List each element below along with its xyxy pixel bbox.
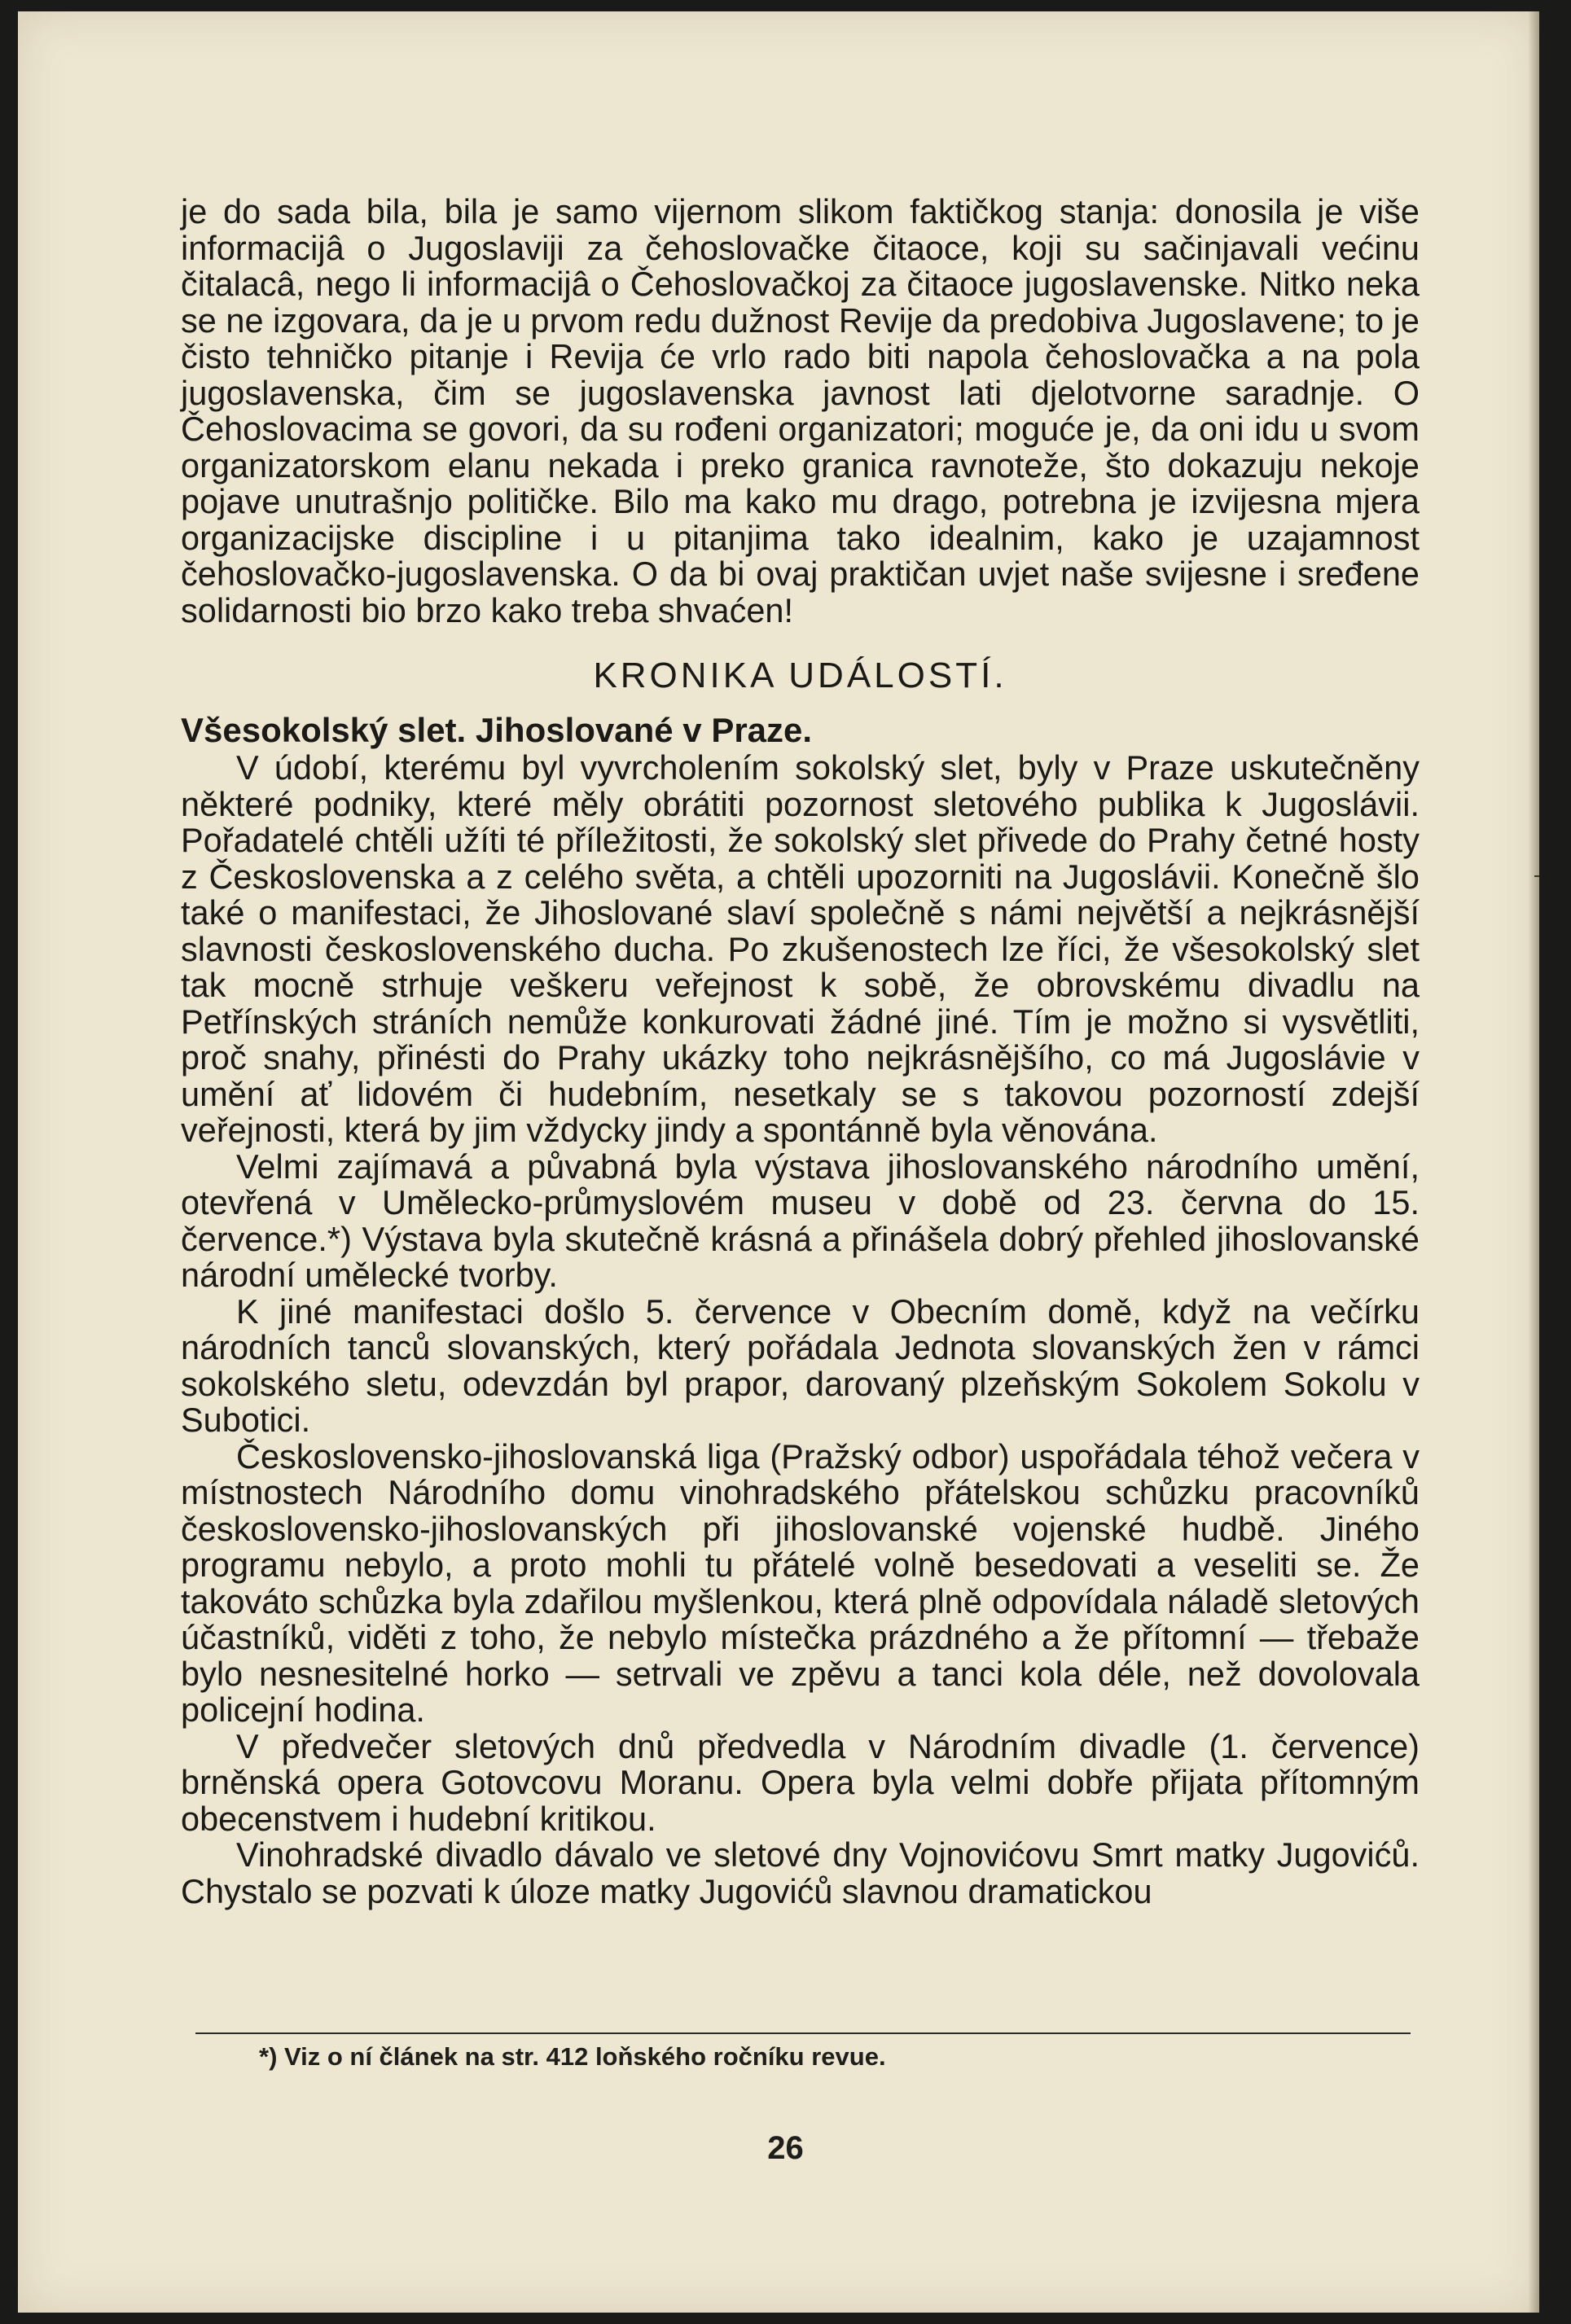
page-number: 26	[767, 2130, 804, 2166]
paragraph: V údobí, kterému byl vyvrcholením sokolský slet, byly v Praze uskutečněny některé podniky, které měly obrátiti pozornost sletového publika k Jugoslávii. Pořadatelé chtěli užíti té příležitosti, že sokolský slet přivede do Prahy četné hosty z Československa a z celého světa, a chtěli upozorniti na Jugoslávii. Konečně šlo také o manifestaci, že Jihoslované slaví společně s námi největší a nejkrásnější slavnosti československého ducha. Po zkušenostech lze říci, že všesokolský slet tak mocně strhuje veškeru veřejnost k sobě, že obrovskému divadlu na Petřínských stráních nemůže konkurovati žádné jiné. Tím je možno si vysvětliti, proč snahy, přinésti do Prahy ukázky toho nejkrásnějšího, co má Jugoslávie v umění ať lidovém či hudebním, nesetkaly se s takovou pozorností zdejší veřejnosti, která by jim vždycky jindy a spontánně byla věnována.	[181, 748, 1420, 1149]
section-title: KRONIKA UDÁLOSTÍ.	[593, 656, 1007, 695]
page-edge-shadow	[1528, 11, 1539, 2313]
footnote: *) Viz o ní článek na str. 412 loňského ročníku revue.	[259, 2042, 886, 2071]
paragraph: K jiné manifestaci došlo 5. července v Obecním domě, když na večírku národních tanců slovanských, který pořádala Jednota slovanských žen v rámci sokolského sletu, odevzdán byl prapor, darovaný plzeňským Sokolem Sokolu v Subotici.	[181, 1291, 1420, 1439]
margin-mark	[1534, 875, 1539, 877]
subsection-title: Všesokolský slet. Jihoslované v Praze.	[181, 710, 813, 749]
footnote-divider	[195, 2032, 1411, 2034]
main-text-column	[181, 194, 1420, 1910]
paragraph: V předvečer sletových dnů předvedla v Národním divadle (1. července) brněnská opera Gotovcovu Moranu. Opera byla velmi dobře přijata přítomným obecenstvem i hudební kritikou.	[181, 1726, 1420, 1838]
paragraph: Velmi zajímavá a půvabná byla výstava jihoslovanského národního umění, otevřená v Umělecko-průmyslovém museu v době od 23. června do 15. července.*) Výstava byla skutečně krásná a přinášela dobrý přehled jihoslovanské národní umělecké tvorby.	[181, 1147, 1420, 1294]
paragraph: Vinohradské divadlo dávalo ve sletové dny Vojnovićovu Smrt matky Jugovićů. Chystalo se pozvati k úloze matky Jugovićů slavnou dramatickou	[181, 1835, 1420, 1910]
intro-paragraph: je do sada bila, bila je samo vijernom slikom faktičkog stanja: donosila je više informacijâ o Jugoslaviji za čehoslovačke čitaoce, koji su sačinjavali većinu čitalacâ, nego li informacijâ o Čehoslovačkoj za čitaoce jugoslavenske. Nitko neka se ne izgovara, da je u prvom redu dužnost Revije da predobiva Jugoslavene; to je čisto tehničko pitanje i Revija će vrlo rado biti napola čehoslovačka a na pola jugoslavenska, čim se jugoslavenska javnost lati djelotvorne saradnje. O Čehoslovacima se govori, da su rođeni organizatori; moguće je, da oni idu u svom organizatorskom elanu nekada i preko granica ravnoteže, što dokazuju nekoje pojave unutrašnjo političke. Bilo ma kako mu drago, potrebna je izvijesna mjera organizacijske discipline i u pitanjima tako idealnim, kako je uzajamnost čehoslovačko-jugoslavenska. O da bi ovaj praktičan uvjet naše svijesne i sređene solidarnosti bio brzo kako treba shvaćen!	[181, 192, 1420, 629]
paragraph: Československo-jihoslovanská liga (Pražský odbor) uspořádala téhož večera v místnostech Národního domu vinohradského přátelskou schůzku pracovníků československo-jihoslovanských při jihoslovanské vojenské hudbě. Jiného programu nebylo, a proto mohli tu přátelé volně besedovati a veseliti se. Že takováto schůzka byla zdařilou myšlenkou, která plně odpovídala náladě sletových účastníků, viděti z toho, že nebylo místečka prázdného a že přítomní — třebaže bylo nesnesitelné horko — setrvali ve zpěvu a tanci kola déle, než dovolovala policejní hodina.	[181, 1436, 1420, 1729]
